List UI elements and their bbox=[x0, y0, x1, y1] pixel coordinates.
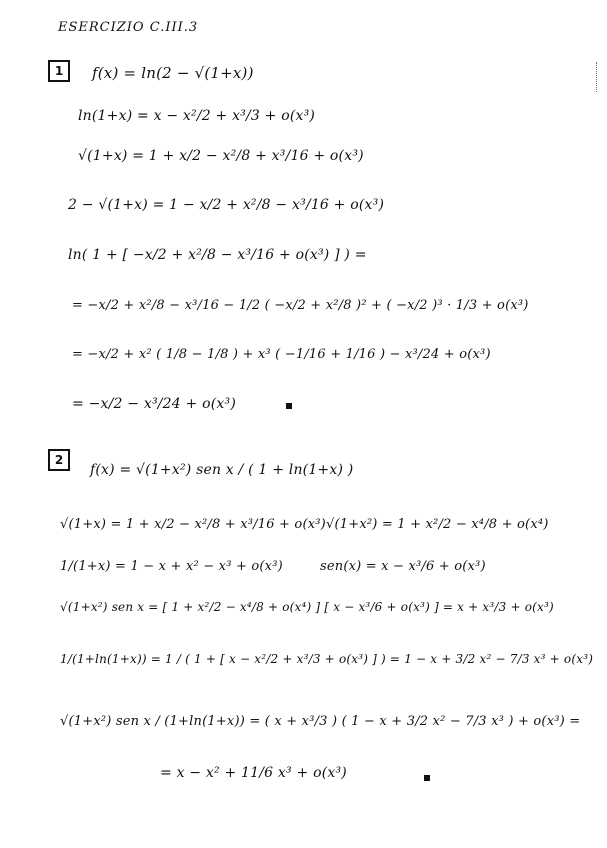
ex1-line-1: ln(1+x) = x − x²/2 + x³/3 + o(x³) bbox=[78, 108, 316, 124]
ex2-line-1: √(1+x) = 1 + x/2 − x²/8 + x³/16 + o(x³) bbox=[60, 517, 326, 532]
ex2-line-4: sen(x) = x − x³/6 + o(x³) bbox=[320, 559, 486, 574]
ex2-line-2: √(1+x²) = 1 + x²/2 − x⁴/8 + o(x⁴) bbox=[326, 517, 549, 532]
ex1-line-2: √(1+x) = 1 + x/2 − x²/8 + x³/16 + o(x³) bbox=[78, 148, 364, 164]
ex1-line-4: ln( 1 + [ −x/2 + x²/8 − x³/16 + o(x³) ] ) = bbox=[68, 247, 367, 263]
qed-mark-1 bbox=[286, 403, 292, 409]
exercise-title: ESERCIZIO C.III.3 bbox=[58, 20, 199, 35]
ex2-line-7: √(1+x²) sen x / (1+ln(1+x)) = ( x + x³/3 ) ( 1 − x + 3/2 x² − 7/3 x³ ) + o(x³) = bbox=[60, 714, 581, 729]
ex1-line-5: = −x/2 + x²/8 − x³/16 − 1/2 ( −x/2 + x²/8 )² + ( −x/2 )³ · 1/3 + o(x³) bbox=[72, 298, 529, 313]
scan-edge-marks bbox=[596, 62, 599, 92]
exercise-1-number: 1 bbox=[48, 60, 70, 82]
exercise-2-number: 2 bbox=[48, 449, 70, 471]
ex1-line-3: 2 − √(1+x) = 1 − x/2 + x²/8 − x³/16 + o(x³) bbox=[68, 197, 385, 213]
exercise-1-function: f(x) = ln(2 − √(1+x)) bbox=[92, 64, 254, 82]
ex2-line-6: 1/(1+ln(1+x)) = 1 / ( 1 + [ x − x²/2 + x³/3 + o(x³) ] ) = 1 − x + 3/2 x² − 7/3 x³ + o(x³) bbox=[60, 652, 594, 666]
ex2-line-5: √(1+x²) sen x = [ 1 + x²/2 − x⁴/8 + o(x⁴) ] [ x − x³/6 + o(x³) ] = x + x³/3 + o(x³) bbox=[60, 600, 554, 614]
exercise-2-function: f(x) = √(1+x²) sen x / ( 1 + ln(1+x) ) bbox=[90, 462, 354, 478]
qed-mark-2 bbox=[424, 775, 430, 781]
ex1-line-7: = −x/2 − x³/24 + o(x³) bbox=[72, 396, 236, 412]
ex2-line-8: = x − x² + 11/6 x³ + o(x³) bbox=[160, 765, 347, 781]
ex2-line-3: 1/(1+x) = 1 − x + x² − x³ + o(x³) bbox=[60, 559, 283, 574]
ex1-line-6: = −x/2 + x² ( 1/8 − 1/8 ) + x³ ( −1/16 + 1/16 ) − x³/24 + o(x³) bbox=[72, 347, 491, 362]
